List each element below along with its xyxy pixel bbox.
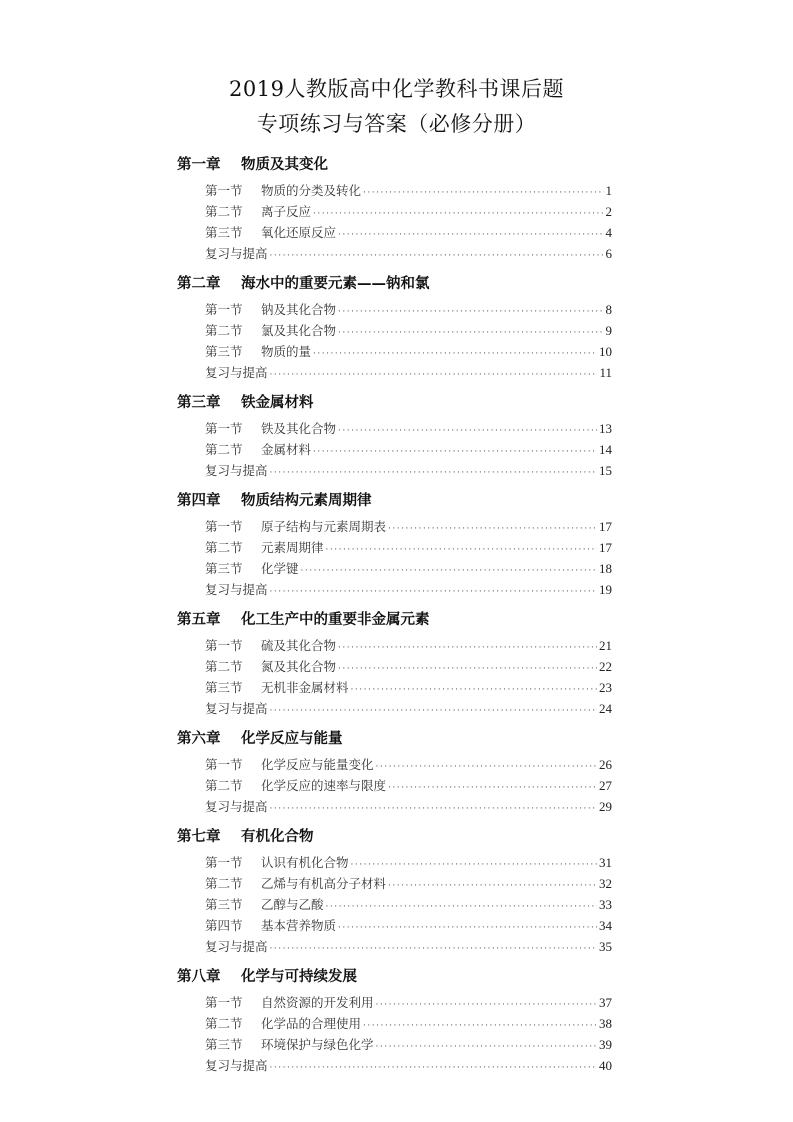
dot-leader — [270, 939, 597, 960]
toc-entry[interactable] — [205, 201, 612, 222]
section-title: 认识有机化合物 — [261, 855, 349, 870]
chapter-number: 第八章 — [177, 969, 221, 985]
toc-entry[interactable] — [205, 362, 612, 383]
toc-chapter — [177, 490, 612, 600]
page-number: 6 — [605, 246, 612, 261]
page-number: 15 — [599, 463, 612, 478]
section-title: 原子结构与元素周期表 — [261, 519, 387, 534]
page-number: 38 — [599, 1016, 612, 1031]
dot-leader — [388, 778, 597, 799]
toc-entry[interactable] — [205, 698, 612, 719]
section-number: 第三节 — [205, 225, 243, 240]
chapter-heading[interactable] — [177, 490, 612, 512]
dot-leader — [376, 757, 597, 778]
chapter-number: 第五章 — [177, 612, 221, 628]
dot-leader — [376, 995, 597, 1016]
chapter-heading[interactable] — [177, 609, 612, 631]
chapter-number: 第四章 — [177, 493, 221, 509]
dot-leader — [388, 876, 597, 897]
page-number: 21 — [599, 638, 612, 653]
toc-entry[interactable] — [205, 243, 612, 264]
dot-leader — [351, 680, 597, 701]
toc-entry[interactable] — [205, 516, 612, 537]
section-title: 物质的分类及转化 — [261, 183, 362, 198]
chapter-heading[interactable] — [177, 966, 612, 988]
section-number: 第一节 — [205, 757, 243, 772]
section-title: 基本营养物质 — [261, 918, 337, 933]
dot-leader — [338, 225, 603, 246]
chapter-title: 物质及其变化 — [241, 157, 328, 173]
chapter-title: 化学与可持续发展 — [241, 969, 357, 985]
section-title: 离子反应 — [261, 204, 312, 219]
page-number: 1 — [605, 183, 612, 198]
section-title: 化学反应与能量变化 — [261, 757, 374, 772]
toc-chapter — [177, 826, 612, 957]
section-number: 第一节 — [205, 855, 243, 870]
dot-leader — [313, 204, 603, 225]
toc-chapter — [177, 154, 612, 264]
chapter-heading[interactable] — [177, 392, 612, 414]
section-title: 化学反应的速率与限度 — [261, 778, 387, 793]
page-number: 35 — [599, 939, 612, 954]
section-title: 复习与提高 — [205, 582, 268, 597]
toc-entry[interactable] — [205, 775, 612, 796]
chapter-title: 海水中的重要元素——钠和氯 — [241, 276, 430, 292]
toc-entry[interactable] — [205, 873, 612, 894]
page-number: 26 — [599, 757, 612, 772]
dot-leader — [363, 1016, 597, 1037]
chapter-number: 第三章 — [177, 395, 221, 411]
page-number: 4 — [605, 225, 612, 240]
toc-entry[interactable] — [205, 320, 612, 341]
page-number: 22 — [599, 659, 612, 674]
toc-entry[interactable] — [205, 936, 612, 957]
toc-entry[interactable] — [205, 558, 612, 579]
section-title: 铁及其化合物 — [261, 421, 337, 436]
section-number: 第三节 — [205, 561, 243, 576]
toc-entry[interactable] — [205, 1034, 612, 1055]
chapter-title: 有机化合物 — [241, 829, 314, 845]
chapter-number: 第一章 — [177, 157, 221, 173]
section-title: 复习与提高 — [205, 246, 268, 261]
section-number: 第二节 — [205, 778, 243, 793]
chapter-title: 铁金属材料 — [241, 395, 314, 411]
section-title: 氧化还原反应 — [261, 225, 337, 240]
chapter-title: 化学反应与能量 — [241, 731, 343, 747]
toc-entry[interactable] — [205, 299, 612, 320]
page-number: 31 — [599, 855, 612, 870]
section-title: 元素周期律 — [261, 540, 324, 555]
dot-leader — [313, 344, 597, 365]
dot-leader — [376, 1037, 597, 1058]
section-title: 物质的量 — [261, 344, 312, 359]
section-title: 化学键 — [261, 561, 299, 576]
page-number: 37 — [599, 995, 612, 1010]
toc-entry[interactable] — [205, 852, 612, 873]
toc-entry[interactable] — [205, 677, 612, 698]
section-title: 复习与提高 — [205, 701, 268, 716]
chapter-heading[interactable] — [177, 154, 612, 176]
section-number: 第三节 — [205, 897, 243, 912]
toc-chapter — [177, 728, 612, 817]
page-number: 33 — [599, 897, 612, 912]
chapter-title: 化工生产中的重要非金属元素 — [241, 612, 430, 628]
toc-entry[interactable] — [205, 460, 612, 481]
chapter-number: 第六章 — [177, 731, 221, 747]
dot-leader — [270, 582, 597, 603]
toc-entry[interactable] — [205, 418, 612, 439]
page-number: 27 — [599, 778, 612, 793]
toc-entry[interactable] — [205, 894, 612, 915]
section-title: 氯及其化合物 — [261, 323, 337, 338]
section-title: 复习与提高 — [205, 939, 268, 954]
section-title: 环境保护与绿色化学 — [261, 1037, 374, 1052]
page-number: 14 — [599, 442, 612, 457]
section-title: 乙醇与乙酸 — [261, 897, 324, 912]
chapter-number: 第二章 — [177, 276, 221, 292]
toc-chapter — [177, 273, 612, 383]
chapter-heading[interactable] — [177, 273, 612, 295]
section-number: 第三节 — [205, 680, 243, 695]
page-number: 10 — [599, 344, 612, 359]
section-number: 第一节 — [205, 183, 243, 198]
page-number: 34 — [599, 918, 612, 933]
dot-leader — [270, 463, 597, 484]
section-number: 第二节 — [205, 323, 243, 338]
page-number: 17 — [599, 519, 612, 534]
dot-leader — [270, 246, 604, 267]
section-title: 氮及其化合物 — [261, 659, 337, 674]
chapter-heading[interactable] — [177, 728, 612, 750]
dot-leader — [363, 183, 603, 204]
toc-entry[interactable] — [205, 656, 612, 677]
dot-leader — [388, 519, 597, 540]
section-number: 第二节 — [205, 659, 243, 674]
chapter-title: 物质结构元素周期律 — [241, 493, 372, 509]
toc-chapter — [177, 609, 612, 719]
page-number: 23 — [599, 680, 612, 695]
section-number: 第二节 — [205, 1016, 243, 1031]
section-title: 无机非金属材料 — [261, 680, 349, 695]
toc-entry[interactable] — [205, 915, 612, 936]
section-title: 金属材料 — [261, 442, 312, 457]
dot-leader — [338, 323, 603, 344]
toc-entry[interactable] — [205, 222, 612, 243]
section-number: 第三节 — [205, 1037, 243, 1052]
page-number: 29 — [599, 799, 612, 814]
toc-entry[interactable] — [205, 1013, 612, 1034]
page-number: 13 — [599, 421, 612, 436]
dot-leader — [338, 421, 597, 442]
section-number: 第一节 — [205, 302, 243, 317]
toc-entry[interactable] — [205, 796, 612, 817]
section-title: 复习与提高 — [205, 463, 268, 478]
section-number: 第四节 — [205, 918, 243, 933]
dot-leader — [326, 897, 597, 918]
dot-leader — [301, 561, 597, 582]
toc-entry[interactable] — [205, 341, 612, 362]
page-number: 2 — [605, 204, 612, 219]
toc-entry[interactable] — [205, 992, 612, 1013]
section-number: 第一节 — [205, 995, 243, 1010]
section-number: 第一节 — [205, 638, 243, 653]
toc-entry[interactable] — [205, 439, 612, 460]
page-number: 24 — [599, 701, 612, 716]
section-number: 第一节 — [205, 519, 243, 534]
dot-leader — [351, 855, 597, 876]
page-number: 11 — [599, 365, 612, 380]
section-title: 复习与提高 — [205, 799, 268, 814]
section-number: 第二节 — [205, 204, 243, 219]
toc-entry[interactable] — [205, 180, 612, 201]
page-number: 39 — [599, 1037, 612, 1052]
page-number: 18 — [599, 561, 612, 576]
section-title: 复习与提高 — [205, 365, 268, 380]
section-number: 第二节 — [205, 876, 243, 891]
dot-leader — [326, 540, 597, 561]
section-number: 第二节 — [205, 540, 243, 555]
page-number: 8 — [605, 302, 612, 317]
dot-leader — [270, 799, 597, 820]
section-title: 复习与提高 — [205, 1058, 268, 1073]
section-title: 钠及其化合物 — [261, 302, 337, 317]
page-number: 32 — [599, 876, 612, 891]
page-number: 19 — [599, 582, 612, 597]
toc-entry[interactable] — [205, 1055, 612, 1076]
table-of-contents — [177, 154, 612, 1076]
toc-entry[interactable] — [205, 635, 612, 656]
dot-leader — [338, 918, 597, 939]
dot-leader — [270, 701, 597, 722]
dot-leader — [313, 442, 597, 463]
dot-leader — [338, 638, 597, 659]
document-subtitle: 专项练习与答案（必修分册） — [256, 112, 537, 136]
section-title: 乙烯与有机高分子材料 — [261, 876, 387, 891]
section-title: 自然资源的开发利用 — [261, 995, 374, 1010]
page-number: 17 — [599, 540, 612, 555]
dot-leader — [338, 659, 597, 680]
toc-chapter — [177, 966, 612, 1076]
toc-entry[interactable] — [205, 754, 612, 775]
chapter-number: 第七章 — [177, 829, 221, 845]
dot-leader — [338, 302, 603, 323]
dot-leader — [270, 365, 598, 386]
document-title: 2019人教版高中化学教科书课后题 — [229, 77, 564, 101]
page-number: 40 — [599, 1058, 612, 1073]
toc-entry[interactable] — [205, 537, 612, 558]
section-number: 第一节 — [205, 421, 243, 436]
dot-leader — [270, 1058, 597, 1079]
section-title: 硫及其化合物 — [261, 638, 337, 653]
section-title: 化学品的合理使用 — [261, 1016, 362, 1031]
toc-entry[interactable] — [205, 579, 612, 600]
section-number: 第二节 — [205, 442, 243, 457]
section-number: 第三节 — [205, 344, 243, 359]
toc-chapter — [177, 392, 612, 481]
page-number: 9 — [605, 323, 612, 338]
chapter-heading[interactable] — [177, 826, 612, 848]
